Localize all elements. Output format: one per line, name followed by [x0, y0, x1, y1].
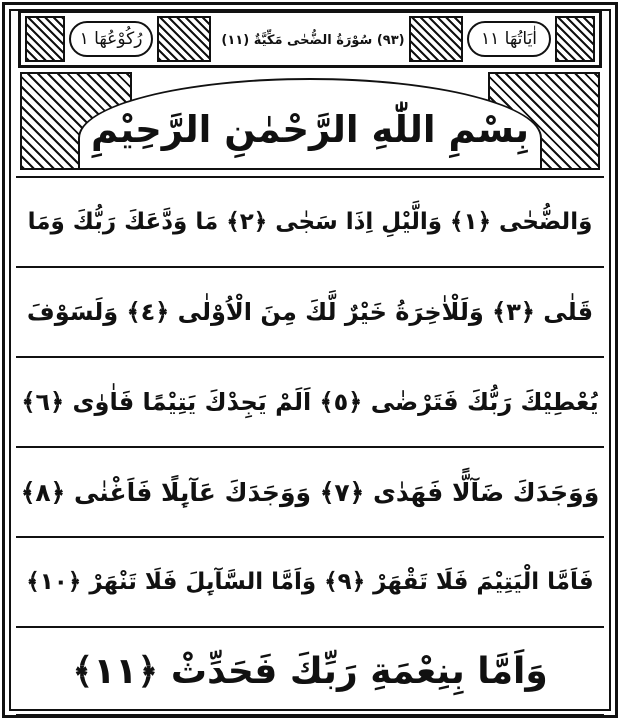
verse-lines	[16, 176, 604, 716]
ruku-count: رُکُوْعُھَا ١	[69, 21, 153, 57]
verse-line: وَالضُّحٰى ﴿١﴾ وَالَّیْلِ اِذَا سَجٰى ﴿٢﴾ مَا وَدَّعَكَ رَبُّكَ وَمَا	[16, 176, 604, 266]
bismillah-band	[18, 72, 602, 172]
surah-title: (٩٣) سُوْرَةُ الضُّحٰى مَكِّيَّةٌ (١١)	[221, 32, 405, 48]
verse-line: یُعْطِیْكَ رَبُّكَ فَتَرْضٰى ﴿٥﴾ اَلَمْ یَجِدْكَ یَتِیْمًا فَاٰوٰى ﴿٦﴾	[16, 356, 604, 446]
ornament-mid-right	[409, 16, 463, 62]
verse-line: وَاَمَّا بِنِعْمَةِ رَبِّكَ فَحَدِّثْ ﴿١١﴾	[16, 626, 604, 716]
ornament-right	[555, 16, 595, 62]
ornament-mid-left	[157, 16, 211, 62]
surah-header	[18, 10, 602, 68]
ayat-count: اٰیَاتُھَا ١١	[467, 21, 551, 57]
verse-line: وَوَجَدَكَ ضَآلًّا فَهَدٰى ﴿٧﴾ وَوَجَدَكَ عَآىِٕلًا فَاَغْنٰى ﴿٨﴾	[16, 446, 604, 536]
verse-line: قَلٰى ﴿٣﴾ وَلَلْاٰخِرَةُ خَیْرٌ لَّكَ مِنَ الْاُوْلٰى ﴿٤﴾ وَلَسَوْفَ	[16, 266, 604, 356]
bismillah: بِسْمِ اللّٰهِ الرَّحْمٰنِ الرَّحِيْمِ	[90, 107, 530, 151]
verse-line: فَاَمَّا الْیَتِیْمَ فَلَا تَقْهَرْ ﴿٩﴾ وَاَمَّا السَّآىِٕلَ فَلَا تَنْهَرْ ﴿١٠﴾	[16, 536, 604, 626]
ornament-left	[25, 16, 65, 62]
